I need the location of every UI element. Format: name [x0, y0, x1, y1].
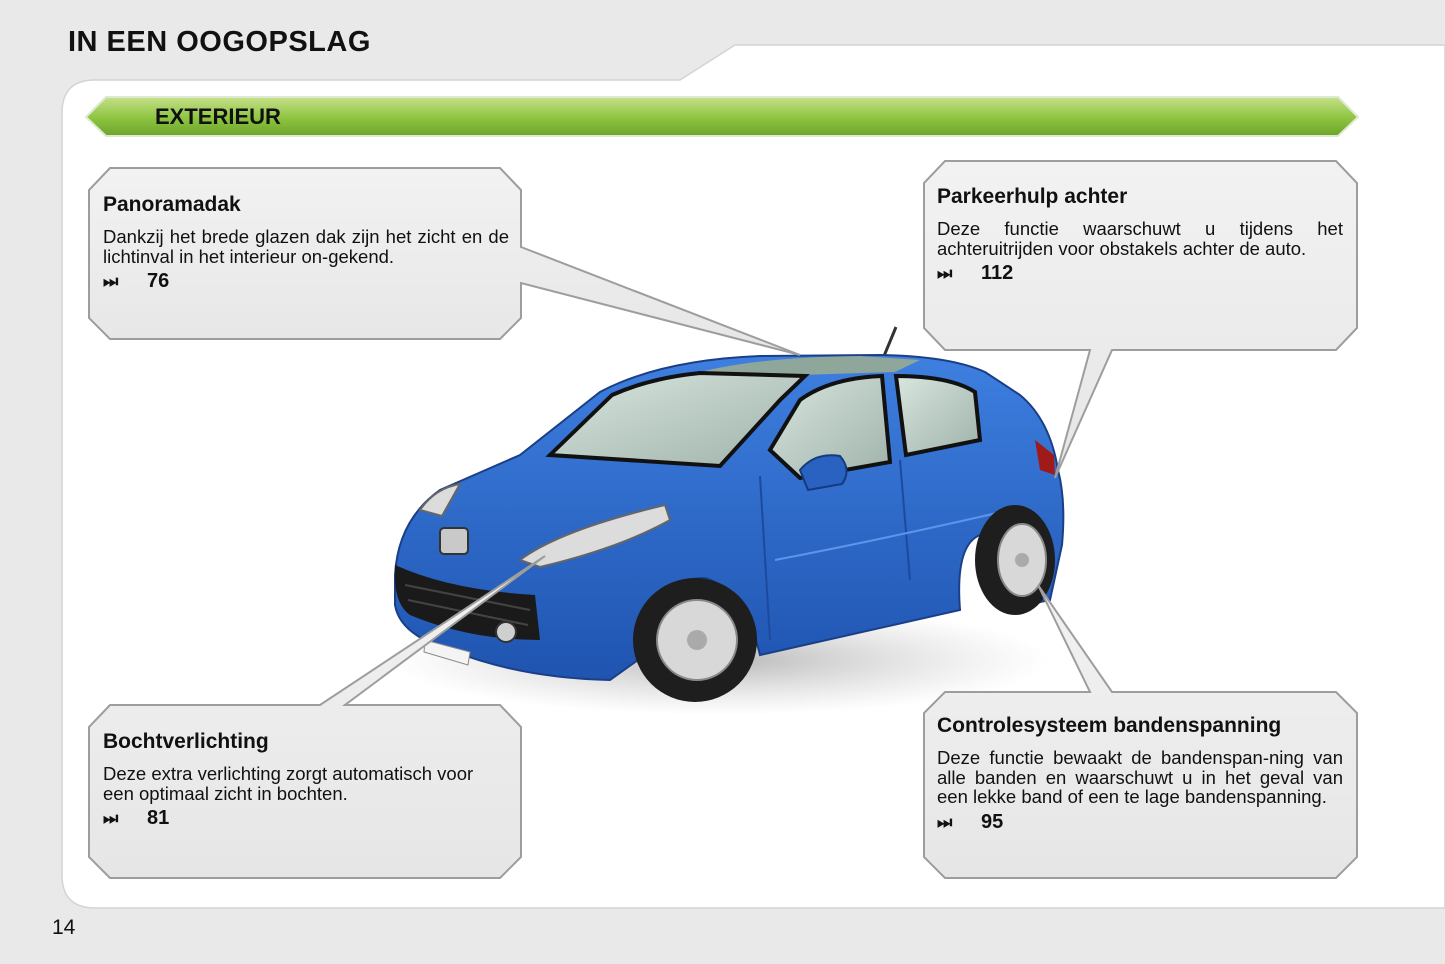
callout-title: Bochtverlichting [103, 730, 269, 753]
callout-text: Dankzij het brede glazen dak zijn het zicht en de lichtinval in het interieur on-gekend. [103, 226, 509, 267]
skip-forward-icon: ⏭ [937, 264, 953, 283]
page-reference[interactable] [103, 272, 509, 292]
callout-title: Panoramadak [103, 193, 241, 216]
callout-title: Controlesysteem bandenspanning [937, 714, 1282, 737]
page-ref-number[interactable]: 112 [981, 262, 1014, 284]
section-label: EXTERIEUR [155, 104, 281, 129]
page-reference[interactable] [937, 810, 1343, 833]
page-ref-number[interactable]: 76 [147, 270, 170, 292]
page-reference[interactable] [103, 809, 509, 829]
callout-panoramadak [103, 193, 509, 292]
callout-bochtverlichting [103, 730, 509, 829]
callout-parkeerhulp [937, 185, 1343, 284]
skip-forward-icon: ⏭ [103, 809, 119, 828]
callout-bandenspanning [937, 714, 1343, 832]
skip-forward-icon: ⏭ [103, 272, 119, 291]
callout-text: Deze functie waarschuwt u tijdens het achteruitrijden voor obstakels achter de auto. [937, 218, 1343, 259]
callout-text: Deze extra verlichting zorgt automatisch voor een optimaal zicht in bochten. [103, 763, 474, 804]
page-ref-number[interactable]: 95 [981, 810, 1004, 833]
page-title: IN EEN OOGOPSLAG [68, 26, 371, 58]
page-number: 14 [52, 916, 76, 939]
skip-forward-icon: ⏭ [937, 812, 953, 832]
page-reference[interactable] [937, 264, 1343, 284]
callout-title: Parkeerhulp achter [937, 185, 1128, 208]
callout-text: Deze functie bewaakt de bandenspan-ning van alle banden en waarschuwt u in het geval van een lekke band of een te lage bandenspanning. [937, 747, 1343, 807]
page-ref-number[interactable]: 81 [147, 807, 170, 829]
